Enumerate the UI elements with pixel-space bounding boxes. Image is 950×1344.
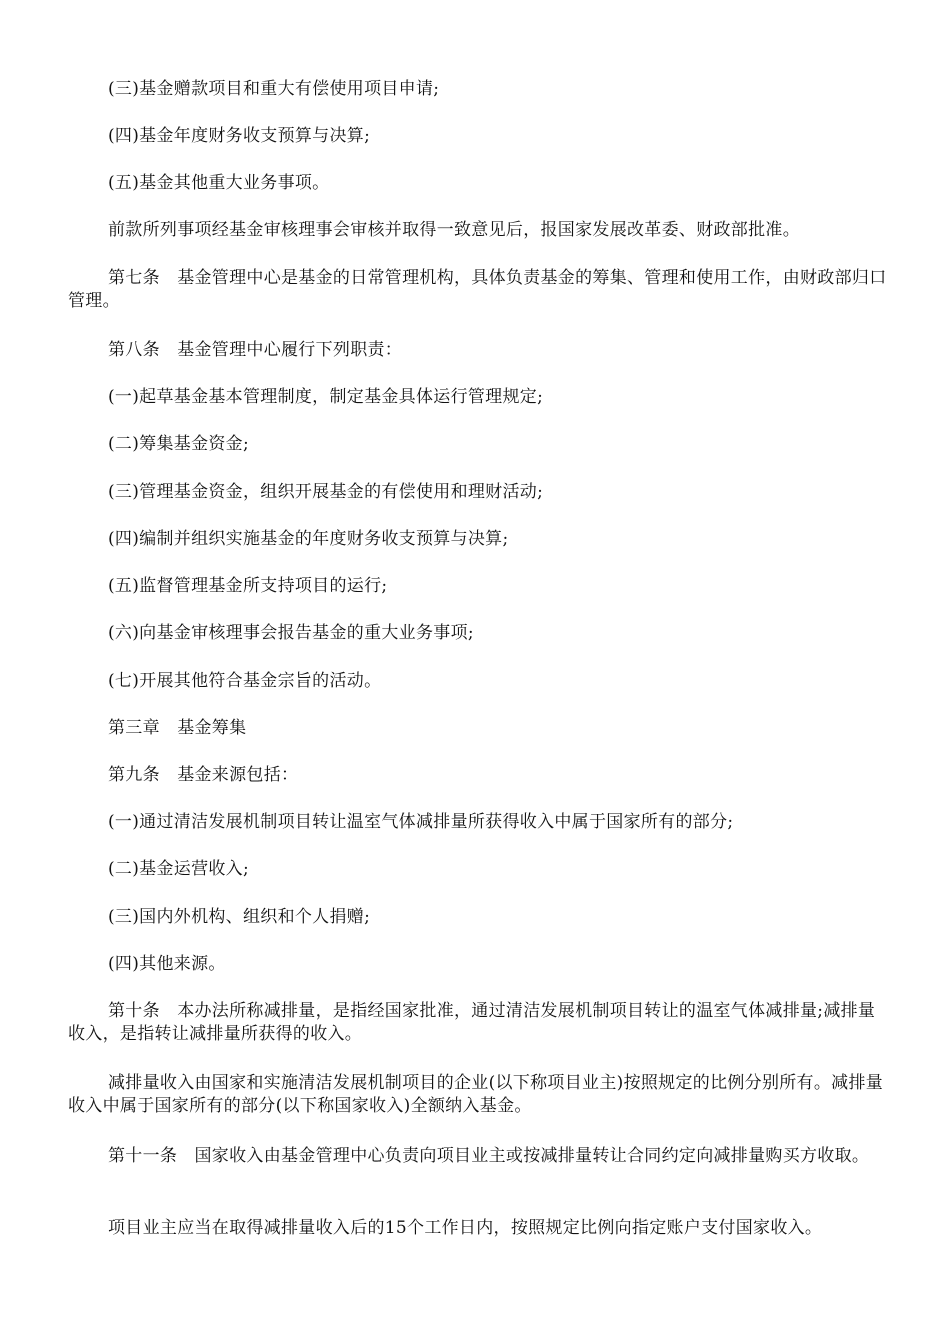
article-10-paragraph-2: 减排量收入由国家和实施清洁发展机制项目的企业(以下称项目业主)按照规定的比例分别所有。减排量收入中属于国家所有的部分(以下称国家收入)全额纳入基金。: [68, 1073, 884, 1116]
duty-item-2: (二)筹集基金资金;: [108, 434, 249, 454]
paragraph-2: (四)基金年度财务收支预算与决算;: [108, 126, 371, 146]
article-7: 第七条 基金管理中心是基金的日常管理机构，具体负责基金的筹集、管理和使用工作，由财政部归口管理。: [68, 268, 887, 311]
duty-item-4: (四)编制并组织实施基金的年度财务收支预算与决算;: [108, 529, 509, 549]
article-11: 第十一条 国家收入由基金管理中心负责向项目业主或按减排量转让合同约定向减排量购买方收取。: [108, 1146, 870, 1166]
article-11-paragraph-2: 项目业主应当在取得减排量收入后的15个工作日内，按照规定比例向指定账户支付国家收入。: [108, 1218, 823, 1238]
source-item-1: (一)通过清洁发展机制项目转让温室气体减排量所获得收入中属于国家所有的部分;: [108, 812, 734, 832]
duty-item-3: (三)管理基金资金，组织开展基金的有偿使用和理财活动;: [108, 482, 544, 502]
duty-item-7: (七)开展其他符合基金宗旨的活动。: [108, 671, 382, 691]
duty-item-1: (一)起草基金基本管理制度，制定基金具体运行管理规定;: [108, 387, 544, 407]
duty-item-5: (五)监督管理基金所支持项目的运行;: [108, 576, 388, 596]
source-item-2: (二)基金运营收入;: [108, 859, 249, 879]
paragraph-4: 前款所列事项经基金审核理事会审核并取得一致意见后，报国家发展改革委、财政部批准。: [108, 220, 800, 240]
paragraph-1: (三)基金赠款项目和重大有偿使用项目申请;: [108, 79, 440, 99]
article-9: 第九条 基金来源包括：: [108, 765, 299, 785]
duty-item-6: (六)向基金审核理事会报告基金的重大业务事项;: [108, 623, 474, 643]
article-10: 第十条 本办法所称减排量，是指经国家批准，通过清洁发展机制项目转让的温室气体减排量;减排量收入，是指转让减排量所获得的收入。: [68, 1001, 876, 1044]
chapter-3-heading: 第三章 基金筹集: [108, 718, 247, 738]
source-item-4: (四)其他来源。: [108, 954, 226, 974]
paragraph-3: (五)基金其他重大业务事项。: [108, 173, 330, 193]
article-8: 第八条 基金管理中心履行下列职责：: [108, 340, 403, 360]
source-item-3: (三)国内外机构、组织和个人捐赠;: [108, 907, 371, 927]
